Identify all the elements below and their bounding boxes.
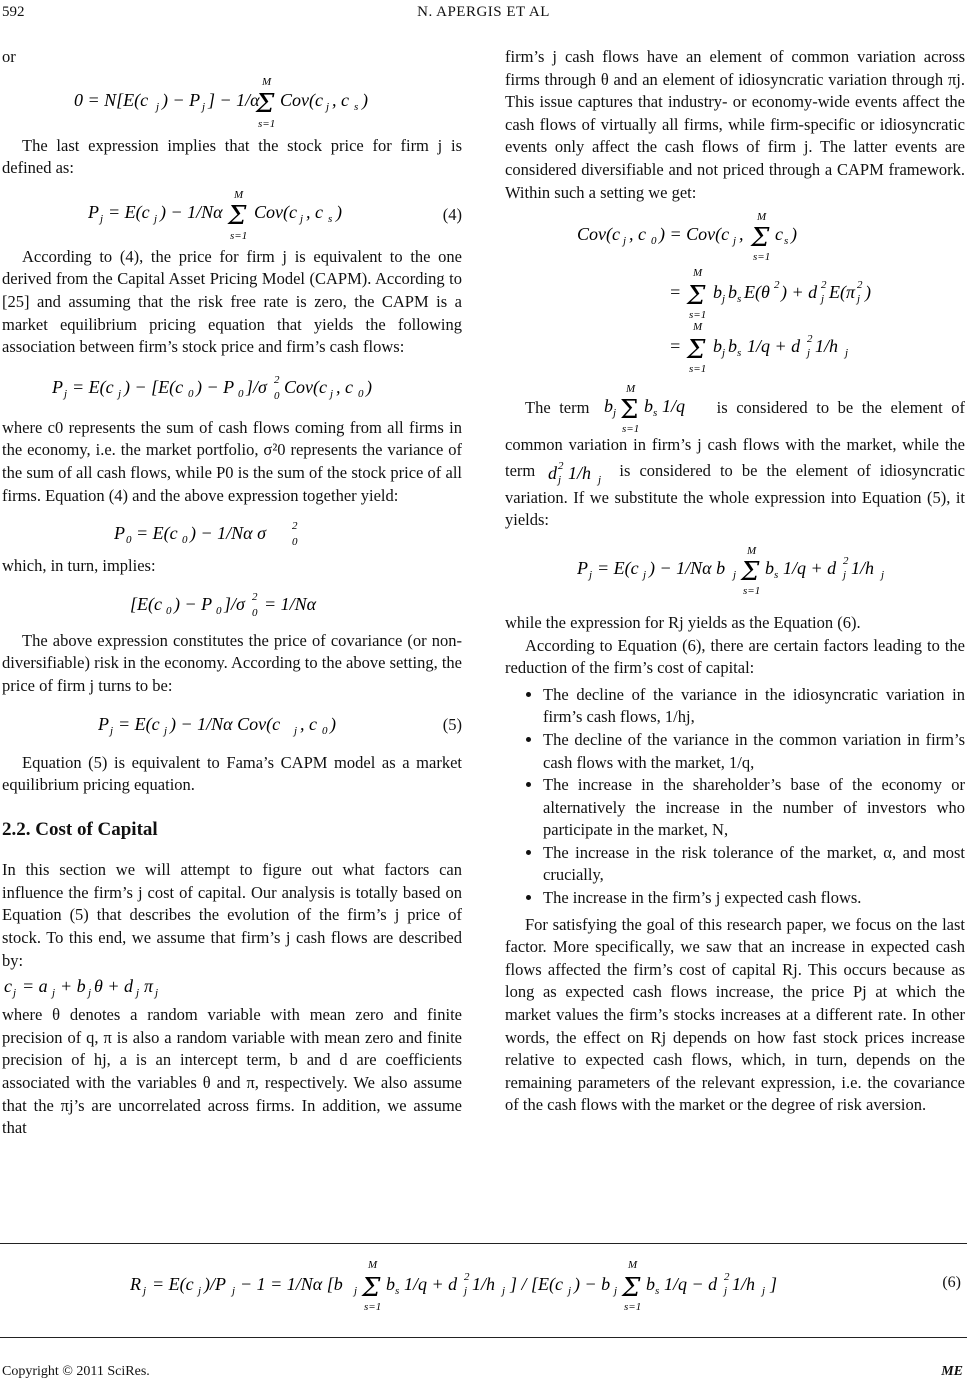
svg-text:, c: , c bbox=[336, 376, 353, 397]
svg-text:) − 1/Nα b: ) − 1/Nα b bbox=[649, 557, 726, 578]
svg-text:j: j bbox=[502, 1285, 506, 1297]
equation bbox=[577, 542, 965, 600]
svg-text:s: s bbox=[655, 1285, 660, 1297]
svg-text:): ) bbox=[366, 376, 372, 397]
paragraph: The last expression implies that the stock price for firm j is defined as: bbox=[2, 135, 462, 178]
equation-number: (4) bbox=[442, 204, 462, 224]
svg-text:j: j bbox=[733, 235, 737, 248]
equation-graphic bbox=[88, 186, 418, 242]
svg-text:): ) bbox=[330, 713, 336, 734]
svg-text:j: j bbox=[598, 473, 602, 486]
svg-text:2: 2 bbox=[292, 520, 298, 533]
list-item: • The increase in the shareholder’s base of the economy or alternatively the increase in the number of investors who participate in the market, N, bbox=[543, 774, 965, 842]
svg-text:) + d: ) + d bbox=[781, 282, 818, 303]
svg-text:= E(c: = E(c bbox=[108, 201, 150, 222]
svg-text:1/q + d: 1/q + d bbox=[783, 557, 837, 578]
svg-text:, c: , c bbox=[300, 713, 317, 734]
svg-text:j: j bbox=[88, 987, 92, 1000]
svg-text:0: 0 bbox=[322, 724, 328, 737]
svg-text:π: π bbox=[144, 976, 154, 997]
svg-text:j: j bbox=[354, 1285, 358, 1297]
svg-text:): ) bbox=[362, 89, 368, 110]
svg-text:= E(c: = E(c bbox=[152, 1274, 194, 1294]
svg-text:s: s bbox=[774, 568, 779, 581]
svg-text:b: b bbox=[765, 557, 774, 578]
svg-text:2: 2 bbox=[274, 373, 280, 386]
text-span: is considered to be the element of idiosyncratic variation. If we substitute the whole expression into Equation (5), it yields: bbox=[505, 460, 966, 530]
svg-text:) − P: ) − P bbox=[196, 376, 235, 397]
svg-text:s: s bbox=[784, 235, 789, 248]
equation bbox=[577, 208, 965, 376]
svg-text:) − b: ) − b bbox=[574, 1274, 611, 1294]
paragraph: For satisfying the goal of this research paper, we focus on the last factor. More specifically, we saw that an increase in expected cash flows affected the firm’s cost of capital Rj. This occurs because as long as expected cash flows increase, the price Pj at which the market values the firm’s stocks increases at a different rate. In other words, the effect on Rj depends on how fast stock prices increase relative to expected cash flows, which, in turn, depends on the remaining parameters of the relevant expression, i.e. the covariance of the cash flows with the market or the degree of risk aversion. bbox=[505, 914, 965, 1115]
svg-text:s=1: s=1 bbox=[689, 309, 707, 322]
svg-text:Σ: Σ bbox=[228, 200, 247, 231]
svg-text:): ) bbox=[336, 201, 342, 222]
equation bbox=[52, 365, 462, 413]
divider bbox=[0, 1337, 967, 1338]
svg-text:0: 0 bbox=[188, 387, 194, 400]
paragraph: while the expression for Rj yields as the Equation (6). bbox=[505, 612, 861, 632]
svg-text:, c: , c bbox=[306, 201, 323, 222]
paragraph: According to (4), the price for firm j is equivalent to the one derived from the Capital Asset Pricing Model (CAPM). According to [25] and assuming that the risk free rate is zero, the CAPM is a market equilibrium pricing equation that yields the following association between firm’s stock price and firm’s cash flows: bbox=[2, 246, 462, 357]
svg-text:c: c bbox=[775, 224, 783, 245]
paragraph: firm’s j cash flows have an element of common variation across firms through θ and an element of idiosyncratic variation through πj. This issue captures that industry- or economy-wide events affect the cash flows of virtually all firms, while firm-specific or idiosyncratic events only affect the cash flows of firm j. The latter events are considered diversifiable and not priced through a CAPM framework. Within such a setting we get: bbox=[505, 47, 965, 202]
paragraph bbox=[505, 384, 965, 532]
svg-text:s=1: s=1 bbox=[743, 584, 761, 597]
svg-text:b: b bbox=[646, 1274, 655, 1294]
equation-graphic bbox=[577, 208, 877, 376]
equation-6 bbox=[130, 1252, 965, 1322]
svg-text:j: j bbox=[807, 347, 811, 360]
left-column bbox=[2, 40, 462, 1140]
svg-text:M: M bbox=[747, 544, 757, 557]
svg-text:= E(c: = E(c bbox=[118, 713, 160, 734]
svg-text:, c: , c bbox=[629, 224, 646, 245]
equation-graphic bbox=[4, 972, 244, 1002]
svg-text:): ) bbox=[791, 224, 797, 245]
svg-text:1/q: 1/q bbox=[662, 396, 686, 417]
svg-text:s=1: s=1 bbox=[689, 363, 707, 376]
svg-text:0: 0 bbox=[274, 389, 280, 402]
paragraph: The above expression constitutes the price of covariance (or non-diversifiable) risk in the economy. According to the above setting, the price of firm j turns to be: bbox=[2, 630, 462, 695]
paragraph: In this section we will attempt to figure out what factors can influence the firm’s j cost of capital. Our analysis is totally based on Equation (5) that describes the evolution of the firm’s j price of stock. To this end, we assume that firm’s j cash flows are described by: bbox=[2, 860, 462, 970]
svg-text:j: j bbox=[294, 724, 298, 737]
svg-text:]/σ: ]/σ bbox=[246, 376, 267, 397]
svg-text:M: M bbox=[626, 384, 636, 396]
svg-text:P: P bbox=[114, 523, 125, 544]
svg-text:Cov(c: Cov(c bbox=[577, 224, 620, 245]
svg-text:j: j bbox=[733, 568, 737, 581]
equation bbox=[4, 972, 462, 1002]
svg-text:j: j bbox=[643, 568, 647, 581]
svg-text:): ) bbox=[865, 282, 871, 303]
page-header bbox=[0, 4, 967, 26]
svg-text:+ b: + b bbox=[60, 976, 86, 997]
svg-text:j: j bbox=[558, 473, 562, 486]
svg-text:j: j bbox=[724, 1285, 728, 1297]
inline-formula bbox=[598, 384, 708, 434]
svg-text:1/h: 1/h bbox=[851, 557, 875, 578]
equation-graphic bbox=[74, 73, 404, 131]
svg-text:j: j bbox=[52, 987, 56, 1000]
svg-text:s: s bbox=[395, 1285, 400, 1297]
svg-text:[E(c: [E(c bbox=[130, 593, 162, 614]
equation-graphic bbox=[98, 704, 418, 746]
svg-text:j: j bbox=[300, 212, 304, 225]
svg-text:]: ] bbox=[770, 1274, 778, 1294]
svg-text:P: P bbox=[52, 376, 63, 397]
paragraph: According to Equation (6), there are certain factors leading to the reduction of the firm’s cost of capital: bbox=[505, 635, 965, 678]
svg-text:0 = N[E(c: 0 = N[E(c bbox=[74, 89, 149, 110]
equation-5 bbox=[2, 704, 462, 746]
divider bbox=[0, 1243, 967, 1244]
svg-text:) = Cov(c: ) = Cov(c bbox=[659, 224, 730, 245]
svg-text:1/h: 1/h bbox=[472, 1274, 496, 1294]
equation bbox=[74, 73, 462, 131]
svg-text:Σ: Σ bbox=[622, 1273, 641, 1303]
inline-formula bbox=[544, 457, 610, 487]
svg-text:j: j bbox=[330, 387, 334, 400]
svg-text:) − P: ) − P bbox=[162, 89, 201, 110]
svg-text:=: = bbox=[669, 336, 682, 357]
paragraph: where c0 represents the sum of cash flows coming from all firms in the economy, i.e. the market portfolio, σ²0 represents the variance of the sum of all cash flows, while P0 is the sum of the stock price of all firms. Equation (4) and the above expression together yield: bbox=[2, 417, 462, 505]
svg-text:s=1: s=1 bbox=[230, 229, 248, 242]
svg-text:1/h: 1/h bbox=[732, 1274, 756, 1294]
svg-text:M: M bbox=[757, 211, 767, 224]
svg-text:d: d bbox=[548, 462, 558, 483]
svg-text:s: s bbox=[354, 100, 359, 113]
page-number: 592 bbox=[2, 4, 25, 20]
svg-text:= E(c: = E(c bbox=[136, 523, 178, 544]
svg-text:0: 0 bbox=[238, 387, 244, 400]
list-item: • The increase in the firm’s j expected cash flows. bbox=[543, 887, 965, 910]
svg-text:1/q + d: 1/q + d bbox=[404, 1274, 458, 1294]
svg-text:Σ: Σ bbox=[256, 88, 275, 119]
svg-text:2: 2 bbox=[857, 279, 863, 292]
svg-text:Σ: Σ bbox=[687, 335, 706, 366]
svg-text:0: 0 bbox=[126, 534, 132, 547]
equation-graphic bbox=[130, 1252, 890, 1322]
svg-text:1/q − d: 1/q − d bbox=[664, 1274, 718, 1294]
equation bbox=[130, 582, 462, 628]
svg-text:Σ: Σ bbox=[620, 395, 639, 426]
equation bbox=[114, 515, 462, 555]
svg-text:P: P bbox=[98, 713, 109, 734]
journal-abbrev: ME bbox=[941, 1364, 963, 1379]
svg-text:0: 0 bbox=[182, 534, 188, 547]
svg-text:s=1: s=1 bbox=[753, 251, 771, 264]
equation-number: (6) bbox=[942, 1274, 961, 1291]
svg-text:j: j bbox=[326, 100, 330, 113]
svg-text:E(θ: E(θ bbox=[744, 282, 770, 303]
svg-text:2: 2 bbox=[843, 554, 849, 567]
svg-text:2: 2 bbox=[558, 459, 564, 472]
svg-text:j: j bbox=[722, 293, 726, 306]
svg-text:Σ: Σ bbox=[687, 281, 706, 312]
copyright: Copyright © 2011 SciRes. bbox=[2, 1364, 150, 1379]
running-head: N. APERGIS ET AL bbox=[417, 4, 550, 20]
svg-text:Cov(c: Cov(c bbox=[280, 89, 323, 110]
svg-text:) − 1/Nα σ: ) − 1/Nα σ bbox=[190, 523, 266, 544]
svg-text:M: M bbox=[234, 188, 244, 201]
svg-text:θ + d: θ + d bbox=[94, 976, 133, 997]
svg-text:s=1: s=1 bbox=[364, 1301, 382, 1313]
svg-text:j: j bbox=[100, 212, 104, 225]
svg-text:) − 1/Nα Cov(c: ) − 1/Nα Cov(c bbox=[170, 713, 281, 734]
svg-text:j: j bbox=[64, 387, 68, 400]
svg-text:j: j bbox=[881, 568, 885, 581]
svg-text:)/P: )/P bbox=[204, 1274, 226, 1294]
text-span: The term bbox=[525, 397, 590, 417]
svg-text:M: M bbox=[262, 75, 272, 88]
svg-text:) − 1/Nα: ) − 1/Nα bbox=[160, 201, 223, 222]
svg-text:j: j bbox=[202, 100, 206, 113]
svg-text:j: j bbox=[154, 212, 158, 225]
svg-text:0: 0 bbox=[651, 235, 657, 248]
svg-text:Cov(c: Cov(c bbox=[284, 376, 327, 397]
svg-text:j: j bbox=[164, 724, 168, 737]
paragraph: Equation (5) is equivalent to Fama’s CAPM model as a market equilibrium pricing equation. bbox=[2, 752, 462, 795]
svg-text:j: j bbox=[13, 987, 17, 1000]
svg-text:M: M bbox=[628, 1259, 638, 1271]
svg-text:j: j bbox=[722, 347, 726, 360]
svg-text:2: 2 bbox=[724, 1271, 730, 1283]
svg-text:0: 0 bbox=[166, 604, 172, 617]
equation-graphic bbox=[114, 515, 374, 555]
svg-text:j: j bbox=[857, 293, 861, 306]
svg-text:1/q + d: 1/q + d bbox=[747, 336, 801, 357]
svg-text:b: b bbox=[386, 1274, 395, 1294]
svg-text:2: 2 bbox=[774, 279, 780, 292]
svg-text:b: b bbox=[713, 282, 722, 303]
svg-text:s=1: s=1 bbox=[622, 423, 640, 435]
svg-text:Σ: Σ bbox=[362, 1273, 381, 1303]
paragraph: where θ denotes a random variable with mean zero and finite precision of q, π is also a random variable with mean zero and finite precision of hj, a is an intercept term, b and d are coefficients associated with the variables θ and π, respectively. We also assume that the πj’s are uncorrelated across firms. In addition, we assume that bbox=[2, 1005, 462, 1138]
svg-text:M: M bbox=[368, 1259, 378, 1271]
svg-text:c: c bbox=[4, 976, 12, 997]
svg-text:2: 2 bbox=[464, 1271, 470, 1283]
svg-text:M: M bbox=[693, 267, 703, 280]
equation-graphic bbox=[130, 582, 380, 628]
svg-text:s=1: s=1 bbox=[624, 1301, 642, 1313]
svg-text:M: M bbox=[693, 321, 703, 334]
svg-text:] / [E(c: ] / [E(c bbox=[510, 1274, 563, 1294]
equation-number: (5) bbox=[442, 714, 462, 734]
svg-text:j: j bbox=[568, 1285, 572, 1297]
paragraph: which, in turn, implies: bbox=[2, 556, 156, 576]
svg-text:Σ: Σ bbox=[741, 556, 760, 587]
svg-text:j: j bbox=[845, 347, 849, 360]
svg-text:= E(c: = E(c bbox=[72, 376, 114, 397]
svg-text:b: b bbox=[713, 336, 722, 357]
svg-text:j: j bbox=[762, 1285, 766, 1297]
svg-text:2: 2 bbox=[252, 590, 258, 603]
svg-text:2: 2 bbox=[807, 333, 813, 346]
svg-text:b: b bbox=[604, 396, 614, 417]
svg-text:j: j bbox=[136, 987, 140, 1000]
right-column bbox=[505, 40, 965, 1117]
svg-text:s=1: s=1 bbox=[258, 117, 276, 130]
svg-text:0: 0 bbox=[252, 606, 258, 619]
svg-text:Σ: Σ bbox=[751, 223, 770, 254]
svg-text:0: 0 bbox=[358, 387, 364, 400]
svg-text:, c: , c bbox=[332, 89, 349, 110]
svg-text:j: j bbox=[623, 235, 627, 248]
text-span: is considered to be the element of common variation in firm’s j cash flows with the market, while the term bbox=[505, 397, 966, 480]
svg-text:2: 2 bbox=[821, 279, 827, 292]
svg-text:j: j bbox=[821, 293, 825, 306]
svg-text:j: j bbox=[843, 568, 847, 581]
svg-text:) − [E(c: ) − [E(c bbox=[124, 376, 184, 397]
svg-text:j: j bbox=[589, 568, 593, 581]
svg-text:= 1/Nα: = 1/Nα bbox=[264, 593, 317, 614]
svg-text:]/σ: ]/σ bbox=[224, 593, 245, 614]
svg-text:j: j bbox=[232, 1285, 236, 1297]
svg-text:0: 0 bbox=[292, 536, 298, 549]
svg-text:] − 1/α: ] − 1/α bbox=[208, 89, 260, 110]
svg-text:j: j bbox=[155, 987, 159, 1000]
svg-text:b: b bbox=[644, 396, 654, 417]
svg-text:b: b bbox=[728, 336, 737, 357]
equation-4 bbox=[2, 186, 462, 242]
svg-text:1/h: 1/h bbox=[568, 462, 592, 483]
svg-text:j: j bbox=[156, 100, 160, 113]
svg-text:− 1 = 1/Nα [b: − 1 = 1/Nα [b bbox=[240, 1274, 343, 1294]
svg-text:j: j bbox=[110, 724, 114, 737]
svg-text:Cov(c: Cov(c bbox=[254, 201, 297, 222]
svg-text:,: , bbox=[739, 224, 744, 245]
svg-text:s: s bbox=[737, 293, 742, 306]
svg-text:1/h: 1/h bbox=[815, 336, 839, 357]
svg-text:j: j bbox=[464, 1285, 468, 1297]
svg-text:j: j bbox=[614, 1285, 618, 1297]
svg-text:s: s bbox=[737, 347, 742, 360]
svg-text:= E(c: = E(c bbox=[597, 557, 639, 578]
svg-text:E(π: E(π bbox=[829, 282, 856, 303]
svg-text:P: P bbox=[88, 201, 99, 222]
factor-list bbox=[505, 684, 965, 910]
svg-text:0: 0 bbox=[216, 604, 222, 617]
paragraph: or bbox=[2, 47, 16, 66]
list-item: • The decline of the variance in the common variation in firm’s cash flows with the market, 1/q, bbox=[543, 729, 965, 774]
svg-text:= a: = a bbox=[22, 976, 48, 997]
svg-text:b: b bbox=[728, 282, 737, 303]
equation-graphic bbox=[577, 542, 907, 600]
svg-text:j: j bbox=[198, 1285, 202, 1297]
svg-text:j: j bbox=[118, 387, 122, 400]
svg-text:P: P bbox=[577, 557, 588, 578]
svg-text:j: j bbox=[613, 407, 617, 420]
equation-graphic bbox=[52, 365, 432, 413]
svg-text:) − P: ) − P bbox=[174, 593, 213, 614]
list-item: • The decline of the variance in the idiosyncratic variation in firm’s cash flows, 1/hj, bbox=[543, 684, 965, 729]
svg-text:R: R bbox=[130, 1274, 141, 1294]
svg-text:s: s bbox=[653, 407, 658, 420]
svg-text:j: j bbox=[143, 1285, 147, 1297]
svg-text:=: = bbox=[669, 282, 682, 303]
section-heading: 2.2. Cost of Capital bbox=[2, 818, 158, 840]
svg-text:s: s bbox=[328, 212, 333, 225]
list-item: • The increase in the risk tolerance of the market, α, and most crucially, bbox=[543, 842, 965, 887]
